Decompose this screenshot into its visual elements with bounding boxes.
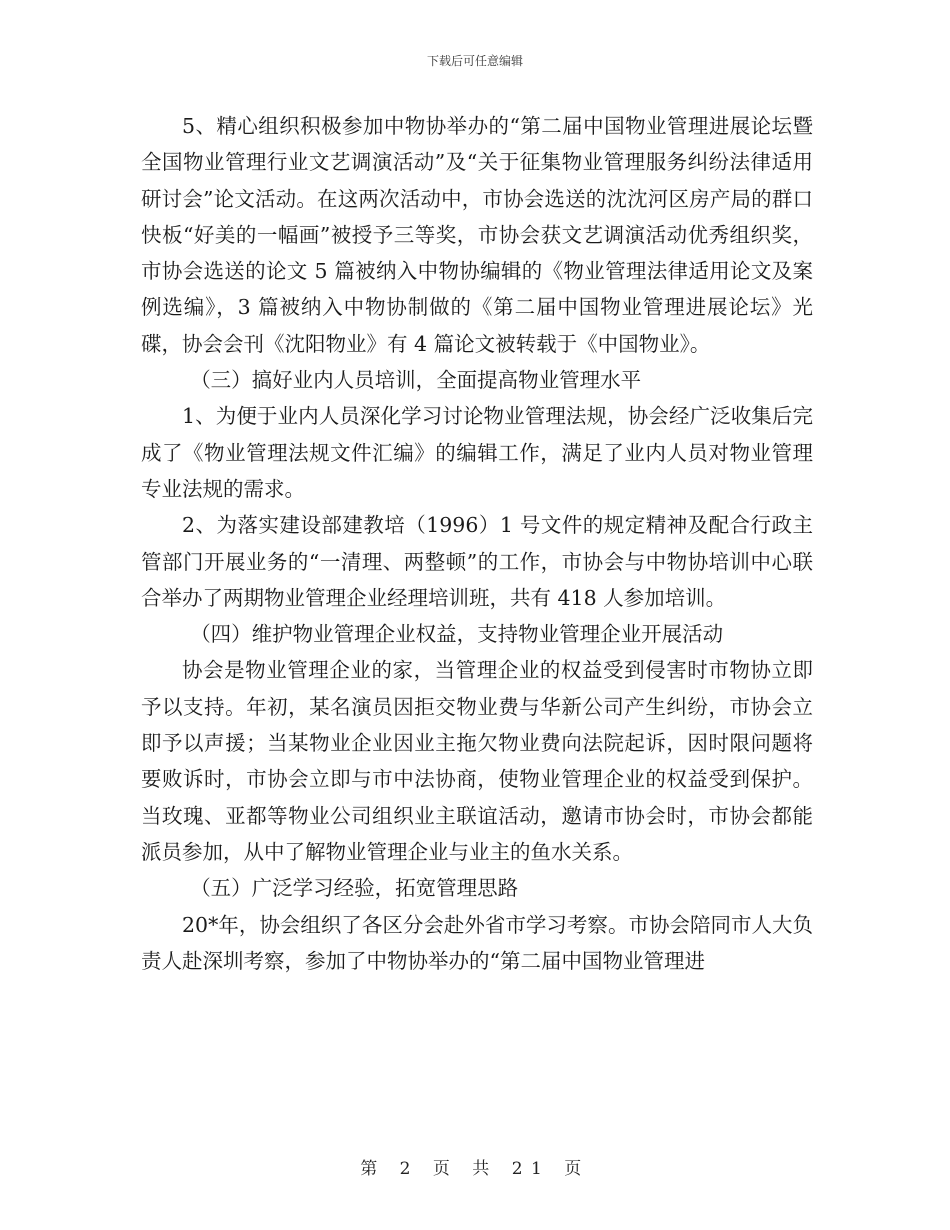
section-heading-training: （三）搞好业内人员培训，全面提高物业管理水平 — [190, 368, 642, 393]
section-heading-rights: （四）维护物业管理企业权益，支持物业管理企业开展活动 — [190, 622, 724, 647]
document-body — [141, 108, 813, 979]
paragraph-rights-support: 协会是物业管理企业的家，当管理企业的权益受到侵害时市物协立即予以支持。年初，某名演员因拒交物业费与华新公司产生纠纷，市协会立即予以声援；当某物业企业因业主拖欠物业费向法院起诉，因时限问题将要败诉时，市协会立即与市中法协商，使物业管理企业的权益受到保护。当玫瑰、亚都等物业公司组织业主联谊活动，邀请市协会时，市协会都能派员参加，从中了解物业管理企业与业主的鱼水关系。 — [141, 658, 813, 864]
page-footer: 第 2 页 共 21 页 — [360, 1159, 590, 1179]
paragraph-manager-training: 2、为落实建设部建教培（1996）1 号文件的规定精神及配合行政主管部门开展业务的“一清理、两整顿”的工作，市协会与中物协培训中心联合举办了两期物业管理企业经理培训班，共有 418 人参加培训。 — [141, 513, 813, 610]
paragraph-regulations-compilation: 1、为便于业内人员深化学习讨论物业管理法规，协会经广泛收集后完成了《物业管理法规文件汇编》的编辑工作，满足了业内人员对物业管理专业法规的需求。 — [141, 404, 813, 501]
paragraph-study-tour: 20*年，协会组织了各区分会赴外省市学习考察。市协会陪同市人大负责人赴深圳考察，参加了中物协举办的“第二届中国物业管理进 — [141, 912, 813, 973]
page-header: 下载后可任意编辑 — [426, 54, 523, 68]
section-heading-learning: （五）广泛学习经验，拓宽管理思路 — [190, 876, 519, 901]
paragraph-item-5-activities: 5、精心组织积极参加中物协举办的“第二届中国物业管理进展论坛暨全国物业管理行业文艺调演活动”及“关于征集物业管理服务纠纷法律适用研讨会”论文活动。在这两次活动中，市协会选送的沈沈河区房产局的群口快板“好美的一幅画”被授予三等奖，市协会获文艺调演活动优秀组织奖，市协会选送的论文 5 篇被纳入中物协编辑的《物业管理法律适用论文及案例选编》，3 篇被纳入中物协制做的《第二届中国物业管理进展论坛》光碟，协会会刊《沈阳物业》有 4 篇论文被转载于《中国物业》。 — [141, 114, 813, 356]
